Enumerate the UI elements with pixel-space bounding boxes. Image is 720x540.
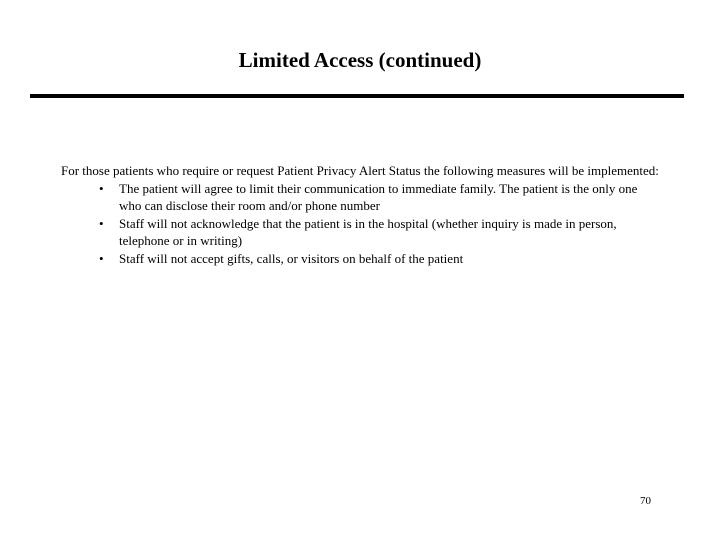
list-item-text: Staff will not acknowledge that the patient is in the hospital (whether inquiry is made in person, telephone or in writing)	[119, 215, 617, 249]
bullet-icon: •	[99, 180, 104, 196]
title-divider	[30, 94, 684, 98]
intro-paragraph: For those patients who require or request Patient Privacy Alert Status the following measures will be implemented:	[61, 163, 659, 178]
bullet-icon: •	[99, 250, 104, 266]
list-item	[61, 250, 661, 268]
list-item	[61, 215, 661, 250]
list-item	[61, 180, 661, 215]
page-number: 70	[640, 495, 651, 507]
slide-body	[61, 162, 661, 268]
bullet-icon: •	[99, 215, 104, 231]
bullet-list	[61, 180, 661, 268]
list-item-text: Staff will not accept gifts, calls, or visitors on behalf of the patient	[119, 250, 464, 266]
slide-title: Limited Access (continued)	[238, 48, 482, 72]
list-item-text: The patient will agree to limit their communication to immediate family. The patient is the only one who can disclose their room and/or phone number	[119, 180, 638, 214]
